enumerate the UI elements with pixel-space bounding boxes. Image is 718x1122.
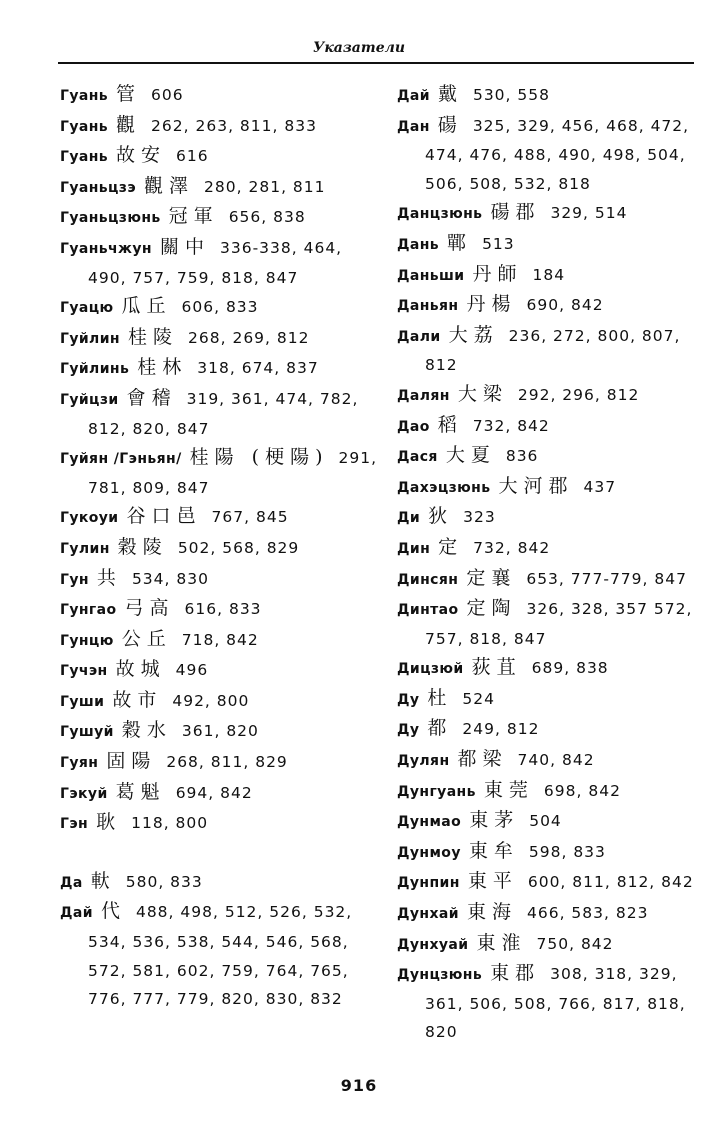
entry-characters: 穀陵 — [117, 535, 168, 558]
index-entry — [397, 380, 717, 411]
entry-characters: 戴 — [437, 83, 463, 105]
entry-characters: 東茅 — [469, 809, 520, 832]
entry-pages: 291, 781, 809, 847 — [88, 449, 378, 497]
entry-pages: 606 — [151, 86, 184, 104]
index-entry — [397, 776, 717, 807]
entry-pages: 513 — [482, 234, 515, 253]
entry-characters: 定 — [438, 535, 464, 558]
entry-characters: 瓜丘 — [121, 295, 172, 318]
entry-characters: 故城 — [115, 658, 166, 681]
entry-term: Дунхай — [397, 906, 459, 923]
index-column-left — [60, 80, 380, 1014]
entry-term: Дулян — [397, 753, 450, 770]
entry-characters: 觀澤 — [144, 174, 195, 197]
entry-term: Дунмоу — [397, 844, 461, 861]
index-entry — [60, 594, 380, 625]
entry-characters: 丹楊 — [466, 293, 517, 316]
entry-characters: 管 — [116, 83, 142, 105]
index-entry — [397, 564, 717, 595]
index-entry — [60, 111, 380, 142]
index-entry — [60, 443, 380, 502]
entry-characters: 軑 — [90, 869, 116, 892]
entry-pages: 280, 281, 811 — [204, 177, 326, 196]
entry-pages: 740, 842 — [517, 751, 595, 770]
entry-term: Гуаньцзэ — [60, 179, 137, 196]
entry-pages: 732, 842 — [472, 416, 550, 435]
entry-term: Ду — [397, 691, 420, 708]
index-entry — [397, 111, 717, 199]
entry-characters: 碭 — [437, 113, 463, 136]
entry-term: Гуань — [60, 88, 109, 104]
entry-pages: 184 — [532, 265, 566, 284]
entry-pages: 329, 514 — [550, 204, 628, 223]
index-entry — [60, 353, 380, 384]
entry-characters: 關中 — [159, 235, 210, 258]
entry-term: Гучэн — [60, 663, 108, 680]
entry-term: Гуйлин — [60, 330, 120, 347]
entry-characters: 東淮 — [476, 931, 527, 954]
entry-term: Дай — [60, 905, 93, 922]
entry-characters: 穀水 — [121, 719, 172, 742]
entry-term: Да — [60, 874, 83, 891]
entry-characters: 大夏 — [445, 444, 496, 467]
entry-characters: 東牟 — [468, 839, 519, 862]
index-entry — [397, 929, 717, 960]
entry-pages: 326, 328, 357 572, 757, 818, 847 — [425, 600, 693, 648]
entry-term: Гуаньцзюнь — [60, 210, 161, 227]
entry-term: Динтао — [397, 602, 459, 619]
entry-pages: 308, 318, 329, 361, 506, 508, 766, 817, 818, 820 — [425, 965, 686, 1042]
index-entry — [397, 837, 717, 868]
entry-characters: 東海 — [466, 901, 517, 924]
index-entry — [60, 141, 380, 172]
index-entry — [397, 745, 717, 776]
index-entry — [397, 806, 717, 837]
entry-term: Гуань — [60, 118, 109, 135]
entry-characters: 都梁 — [457, 748, 508, 771]
entry-pages: 598, 833 — [528, 842, 606, 861]
entry-term: Ди — [397, 510, 421, 527]
entry-pages: 361, 820 — [181, 722, 259, 741]
entry-term: Гуацю — [60, 300, 114, 317]
entry-term: Гуйлинь — [60, 361, 130, 378]
index-entry — [60, 292, 380, 323]
entry-pages: 262, 263, 811, 833 — [151, 116, 317, 135]
entry-term: Дицзюй — [397, 661, 464, 678]
index-entry — [397, 80, 717, 111]
page-number: 916 — [340, 1076, 378, 1095]
entry-pages: 268, 811, 829 — [166, 753, 288, 772]
entry-characters: 杜 — [427, 686, 453, 709]
entry-pages: 732, 842 — [473, 538, 551, 557]
index-column-right — [397, 80, 717, 1047]
entry-pages: 767, 845 — [211, 508, 289, 527]
entry-pages: 488, 498, 512, 526, 532, 534, 536, 538, 544, 546, 568, 572, 581, 602, 759, 764, 765, 776, 777, 779, 820, 830, 832 — [88, 903, 353, 1009]
index-entry — [397, 472, 717, 503]
entry-term: Данцзюнь — [397, 206, 483, 223]
entry-characters: 東莞 — [483, 778, 534, 801]
entry-term: Даньян — [397, 298, 459, 315]
entry-pages: 694, 842 — [175, 783, 253, 802]
entry-term: Дунхуай — [397, 936, 469, 953]
index-entry — [397, 684, 717, 715]
index-entry — [60, 323, 380, 354]
entry-characters: 丹師 — [472, 262, 523, 285]
entry-characters: 故安 — [116, 144, 167, 167]
index-entry — [60, 80, 380, 111]
entry-characters: 桂林 — [137, 356, 188, 379]
entry-pages: 606, 833 — [181, 298, 259, 317]
entry-pages: 616, 833 — [184, 600, 262, 619]
entry-pages: 325, 329, 456, 468, 472, 474, 476, 488, 490, 498, 504, 506, 508, 532, 818 — [425, 116, 690, 193]
entry-term: Гукоуи — [60, 510, 119, 527]
entry-characters: 大荔 — [448, 323, 499, 346]
index-entry — [60, 897, 380, 1013]
entry-characters: 故市 — [112, 688, 163, 711]
index-entry — [60, 686, 380, 717]
index-entry — [60, 716, 380, 747]
index-entry — [60, 625, 380, 656]
index-entry — [60, 233, 380, 292]
index-entry — [60, 202, 380, 233]
entry-characters: 碭郡 — [490, 201, 541, 224]
entry-pages: 836 — [505, 447, 539, 466]
index-entry — [397, 714, 717, 745]
index-entry — [397, 229, 717, 260]
index-entry — [397, 533, 717, 564]
entry-pages: 656, 838 — [228, 208, 306, 227]
entry-term: Дин — [397, 540, 431, 557]
entry-pages: 689, 838 — [531, 659, 609, 678]
entry-term: Динсян — [397, 571, 459, 588]
entry-term: Дунгуань — [397, 783, 476, 800]
entry-term: Гэн — [60, 816, 89, 833]
entry-pages: 292, 296, 812 — [517, 385, 640, 404]
entry-pages: 336-338, 464, 490, 757, 759, 818, 847 — [88, 238, 343, 287]
index-entry — [60, 384, 380, 443]
entry-characters: 公丘 — [121, 627, 172, 650]
index-entry — [60, 808, 380, 839]
index-entry — [60, 867, 380, 898]
entry-pages: 616 — [176, 147, 209, 166]
entry-term: Гуань — [60, 149, 109, 166]
entry-pages: 249, 812 — [462, 720, 540, 739]
entry-pages: 580, 833 — [125, 872, 203, 891]
entry-pages: 524 — [462, 689, 496, 708]
index-entry — [60, 778, 380, 809]
section-gap — [60, 839, 380, 867]
index-entry — [397, 867, 717, 898]
entry-characters: 東平 — [467, 870, 518, 893]
entry-term: Гуйян /Гэньян/ — [60, 451, 182, 468]
index-entry — [397, 260, 717, 291]
entry-pages: 690, 842 — [526, 296, 604, 315]
entry-term: Гун — [60, 571, 89, 588]
entry-characters: 代 — [100, 900, 126, 923]
entry-characters: 東郡 — [490, 962, 541, 985]
entry-characters: 耿 — [96, 811, 122, 834]
entry-term: Гунцю — [60, 632, 114, 649]
entry-pages: 466, 583, 823 — [526, 904, 649, 923]
entry-pages: 750, 842 — [536, 934, 614, 953]
index-entry — [60, 533, 380, 564]
index-entry — [397, 290, 717, 321]
entry-term: Дали — [397, 328, 441, 345]
entry-term: Дунпин — [397, 875, 460, 892]
entry-characters: 荻苴 — [471, 656, 522, 679]
index-entry — [397, 198, 717, 229]
entry-term: Гуян — [60, 755, 99, 772]
entry-pages: 530, 558 — [472, 86, 550, 104]
entry-term: Дахэцзюнь — [397, 479, 491, 496]
entry-characters: 共 — [96, 566, 122, 589]
entry-characters: 鄲 — [447, 231, 473, 254]
entry-term: Гулин — [60, 540, 110, 557]
entry-term: Гуши — [60, 693, 105, 710]
entry-characters: 大河郡 — [498, 474, 574, 497]
index-entry — [397, 898, 717, 929]
entry-pages: 492, 800 — [172, 691, 250, 710]
entry-pages: 268, 269, 812 — [188, 328, 310, 347]
header-rule — [58, 62, 694, 64]
entry-characters: 觀 — [116, 113, 142, 136]
entry-pages: 437 — [583, 477, 617, 496]
entry-pages: 653, 777-779, 847 — [526, 569, 687, 588]
entry-pages: 600, 811, 812, 842 — [527, 873, 694, 892]
index-entry — [60, 564, 380, 595]
index-entry — [60, 502, 380, 533]
entry-characters: 谷口邑 — [126, 505, 202, 528]
entry-characters: 葛魁 — [115, 780, 166, 803]
running-header: Указатели — [312, 40, 406, 56]
entry-term: Дунцзюнь — [397, 967, 483, 984]
entry-pages: 502, 568, 829 — [177, 538, 300, 557]
entry-characters: 桂陽 (梗陽) — [189, 446, 329, 469]
entry-term: Дань — [397, 236, 440, 253]
entry-pages: 534, 830 — [131, 569, 209, 588]
entry-term: Дао — [397, 418, 430, 435]
entry-characters: 固陽 — [106, 750, 157, 773]
index-entry — [60, 655, 380, 686]
entry-pages: 698, 842 — [543, 781, 621, 800]
entry-characters: 弓高 — [124, 597, 175, 620]
entry-pages: 236, 272, 800, 807, 812 — [425, 326, 681, 375]
entry-term: Ду — [397, 722, 420, 739]
entry-term: Гушуй — [60, 724, 114, 741]
entry-characters: 桂陵 — [128, 325, 179, 348]
entry-term: Дася — [397, 449, 438, 466]
index-entry — [397, 959, 717, 1047]
index-entry — [397, 653, 717, 684]
entry-characters: 都 — [427, 717, 453, 740]
entry-term: Гэкуй — [60, 785, 108, 802]
entry-pages: 496 — [175, 661, 209, 680]
entry-term: Гунгао — [60, 602, 117, 619]
entry-characters: 會稽 — [126, 386, 177, 409]
entry-characters: 狄 — [428, 505, 454, 528]
entry-characters: 稻 — [437, 413, 463, 436]
index-entry — [60, 747, 380, 778]
entry-term: Даньши — [397, 267, 465, 284]
index-entry — [397, 321, 717, 380]
entry-pages: 319, 361, 474, 782, 812, 820, 847 — [88, 389, 359, 438]
index-entry — [397, 441, 717, 472]
entry-term: Дунмао — [397, 814, 462, 831]
entry-pages: 323 — [463, 508, 496, 527]
entry-term: Гуйцзи — [60, 391, 119, 408]
entry-term: Далян — [397, 387, 450, 404]
entry-pages: 318, 674, 837 — [197, 359, 319, 378]
entry-characters: 冠軍 — [168, 205, 219, 228]
index-entry — [397, 502, 717, 533]
entry-pages: 118, 800 — [131, 814, 209, 833]
entry-characters: 定陶 — [466, 597, 517, 620]
entry-term: Дан — [397, 118, 430, 135]
entry-characters: 大梁 — [457, 382, 508, 405]
entry-pages: 504 — [529, 812, 562, 831]
index-entry — [397, 411, 717, 442]
index-entry — [397, 594, 717, 653]
entry-pages: 718, 842 — [181, 630, 259, 649]
entry-term: Дай — [397, 88, 430, 104]
index-entry — [60, 172, 380, 203]
entry-characters: 定襄 — [466, 566, 517, 589]
entry-term: Гуаньчжун — [60, 240, 152, 257]
